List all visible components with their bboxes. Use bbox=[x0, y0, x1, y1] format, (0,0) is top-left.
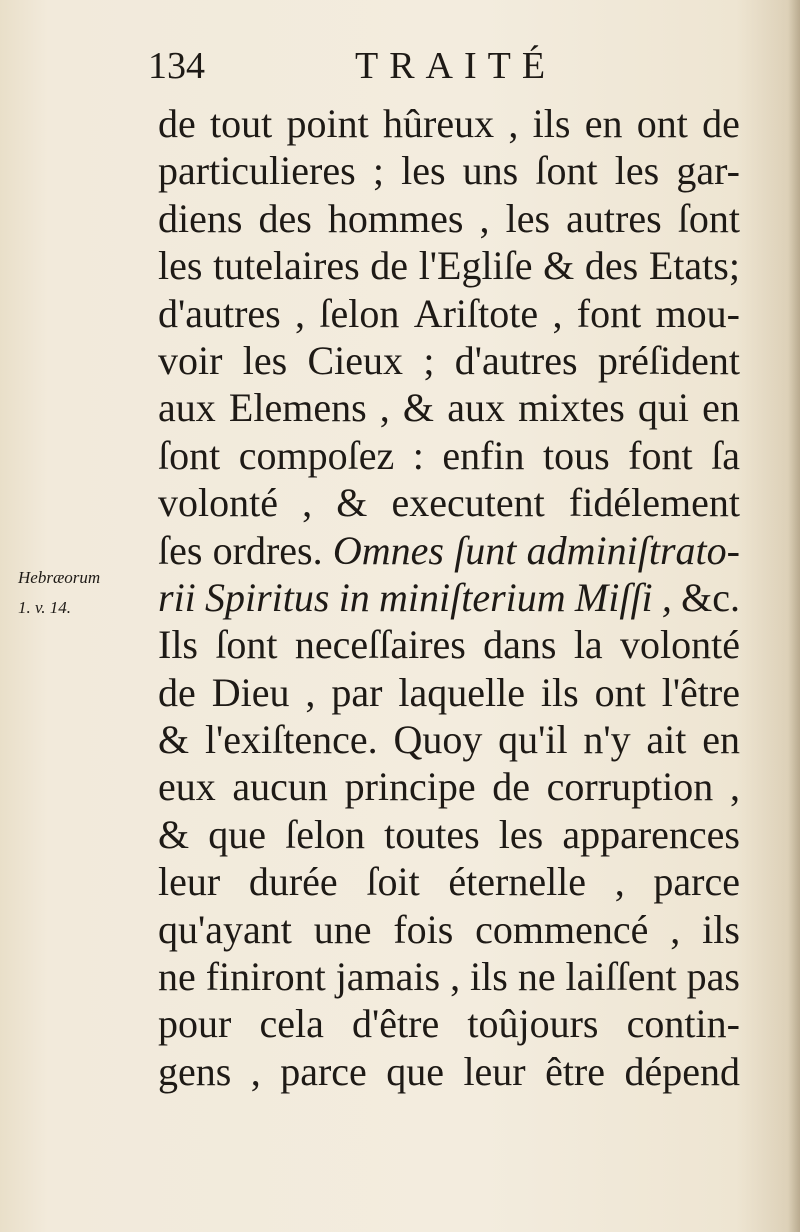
page-number: 134 bbox=[148, 45, 205, 87]
text-line: eux aucun principe de corruption , bbox=[158, 764, 740, 810]
running-title: TRAITÉ bbox=[355, 45, 557, 87]
text-line: volonté , & executent fidélement bbox=[158, 480, 740, 526]
text-line: & que ſelon toutes les apparences bbox=[158, 811, 740, 857]
text-line: rii Spiritus in miniſterium Miſſi , &c. bbox=[158, 574, 740, 620]
margin-note-verse: 1. v. 14. bbox=[18, 598, 72, 617]
text-line: particulieres ; les uns ſont les gar- bbox=[158, 148, 740, 194]
text-line: & l'exiſtence. Quoy qu'il n'y ait en bbox=[158, 717, 740, 763]
text-line: les tutelaires de l'Egliſe & des Etats; bbox=[158, 243, 740, 289]
text-line: de tout point hûreux , ils en ont de bbox=[158, 101, 740, 146]
text-line: qu'ayant une fois commencé , ils bbox=[158, 906, 740, 952]
page-header bbox=[0, 44, 800, 94]
text-line: ſont compoſez : enfin tous font ſa bbox=[158, 432, 740, 478]
margin-note bbox=[18, 563, 158, 623]
text-line: voir les Cieux ; d'autres préſident bbox=[158, 337, 740, 383]
margin-note-source: Hebræorum bbox=[18, 568, 101, 587]
text-line: aux Elemens , & aux mixtes qui en bbox=[158, 385, 740, 431]
text-line: ſes ordres. Omnes ſunt adminiſtrato- bbox=[158, 527, 740, 573]
text-line: gens , parce que leur être dépend bbox=[158, 1048, 740, 1094]
text-line: Ils ſont neceſſaires dans la volonté bbox=[158, 622, 740, 668]
text-line: diens des hommes , les autres ſont bbox=[158, 195, 740, 241]
text-line: ne finiront jamais , ils ne laiſſent pas bbox=[158, 954, 740, 1000]
text-line: de Dieu , par laquelle ils ont l'être bbox=[158, 669, 740, 715]
text-line: pour cela d'être toûjours contin- bbox=[158, 1001, 740, 1047]
page-edge-shadow bbox=[788, 0, 800, 1232]
body-text bbox=[158, 100, 740, 1095]
text-line: d'autres , ſelon Ariſtote , font mou- bbox=[158, 290, 740, 336]
text-line: leur durée ſoit éternelle , parce bbox=[158, 859, 740, 905]
